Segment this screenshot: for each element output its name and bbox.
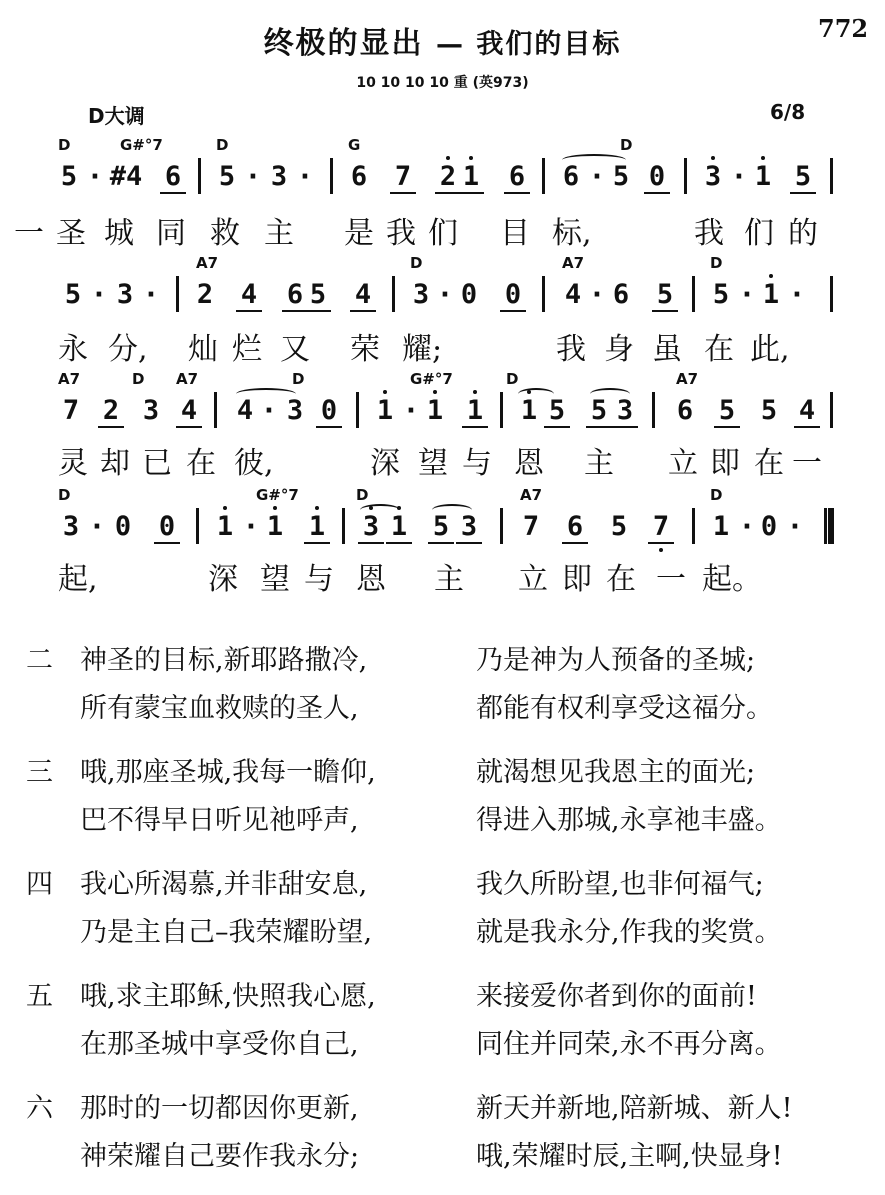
octave-dot xyxy=(769,274,773,278)
lyric: 灵 xyxy=(58,446,88,481)
note: 3 xyxy=(412,279,430,310)
lyric: 彼, xyxy=(234,446,274,481)
note: 7 xyxy=(522,511,540,542)
chord: D xyxy=(356,486,369,504)
barline xyxy=(830,276,833,312)
lyric: 一 xyxy=(792,446,822,481)
lyric: 烂 xyxy=(232,332,262,367)
lyric: 与 xyxy=(462,446,492,481)
note: 5 xyxy=(610,511,628,542)
verse-line: 新天并新地,陪新城、新人! xyxy=(476,1093,793,1124)
note: 4 xyxy=(350,280,376,312)
lyric: 主 xyxy=(264,216,294,251)
lyric: 即 xyxy=(710,446,740,481)
verse-line: 神荣耀自己要作我永分; xyxy=(80,1141,360,1172)
note: 0 xyxy=(644,162,670,194)
barline xyxy=(356,392,359,428)
lyric: 圣 xyxy=(56,216,86,251)
octave-dot xyxy=(397,506,401,510)
chord: A7 xyxy=(676,370,699,388)
lyric: 标, xyxy=(552,216,592,251)
lyric: 我 xyxy=(694,216,724,251)
note: 4 xyxy=(564,279,582,310)
chord: G#°7 xyxy=(410,370,453,388)
note: 6 xyxy=(160,162,186,194)
note: 0 xyxy=(316,396,342,428)
note: 1 xyxy=(386,512,412,544)
lyric: 却 xyxy=(100,446,130,481)
chord: D xyxy=(506,370,519,388)
lyric: 灿 xyxy=(188,332,218,367)
note: 5 xyxy=(544,396,570,428)
note: 1 xyxy=(458,162,484,194)
note: 5 xyxy=(760,395,778,426)
lyric: 一 xyxy=(656,562,686,597)
octave-dot xyxy=(383,390,387,394)
verse-number: 六 xyxy=(26,1093,53,1124)
lyric: 此, xyxy=(750,332,790,367)
barline xyxy=(342,508,345,544)
lyrics-row-4 xyxy=(0,554,885,597)
octave-dot xyxy=(446,156,450,160)
note: 5 xyxy=(586,396,612,428)
note: 2 xyxy=(196,279,214,310)
chord: D xyxy=(292,370,305,388)
low-octave-dot xyxy=(659,548,663,552)
verse-line: 来接爱你者到你的面前! xyxy=(476,981,757,1012)
barline xyxy=(692,276,695,312)
verse-line: 都能有权利享受这福分。 xyxy=(476,693,773,724)
note: 3 xyxy=(142,395,160,426)
dot: · xyxy=(592,162,602,192)
note: 4 xyxy=(794,396,820,428)
dot: · xyxy=(146,280,156,310)
note: 3 xyxy=(358,512,384,544)
chord: A7 xyxy=(58,370,81,388)
lyrics-row-3 xyxy=(0,438,885,481)
lyric: 主 xyxy=(584,446,614,481)
music-row-1 xyxy=(0,136,885,196)
octave-dot xyxy=(473,390,477,394)
lyric: 在 xyxy=(754,446,784,481)
lyric: 已 xyxy=(142,446,172,481)
dot: · xyxy=(90,162,100,192)
note: 1 xyxy=(754,161,772,192)
note: #4 xyxy=(109,161,143,192)
chord: G xyxy=(348,136,361,154)
octave-dot xyxy=(433,390,437,394)
note: 2 xyxy=(98,396,124,428)
note: 5 xyxy=(652,280,678,312)
note: 5 xyxy=(218,161,236,192)
octave-dot xyxy=(711,156,715,160)
note: 5 xyxy=(64,279,82,310)
note: 1 xyxy=(304,512,330,544)
chord: A7 xyxy=(196,254,219,272)
chord: D xyxy=(216,136,229,154)
page-number: 772 xyxy=(818,14,869,43)
note: 6 xyxy=(612,279,630,310)
chord: D xyxy=(132,370,145,388)
barline xyxy=(392,276,395,312)
octave-dot xyxy=(469,156,473,160)
note: 1 xyxy=(266,511,284,542)
note: 0 xyxy=(500,280,526,312)
note: 4 xyxy=(236,395,254,426)
note: 5 xyxy=(305,280,331,312)
lyric: 我 xyxy=(556,332,586,367)
note: 3 xyxy=(456,512,482,544)
verse-line: 同住并同荣,永不再分离。 xyxy=(476,1029,782,1060)
hymn-title xyxy=(0,18,885,62)
lyric: 立 xyxy=(518,562,548,597)
barline xyxy=(830,392,833,428)
note: 2 xyxy=(435,162,461,194)
lyric: 深 xyxy=(208,562,238,597)
note: 5 xyxy=(790,162,816,194)
chord: D xyxy=(710,254,723,272)
barline xyxy=(652,392,655,428)
title-main: 终极的显出 xyxy=(263,26,424,61)
meter-line: 10 10 10 10 重 (英973) xyxy=(356,75,529,91)
chord: A7 xyxy=(176,370,199,388)
note: 1 xyxy=(462,396,488,428)
note: 4 xyxy=(176,396,202,428)
note: 0 xyxy=(114,511,132,542)
barline xyxy=(500,392,503,428)
dot: · xyxy=(440,280,450,310)
note: 5 xyxy=(60,161,78,192)
lyric: 是 xyxy=(344,216,374,251)
dot: · xyxy=(300,162,310,192)
lyric: 立 xyxy=(668,446,698,481)
verse-number: 五 xyxy=(26,981,53,1012)
lyric: 恩 xyxy=(514,446,544,481)
verse-number: 四 xyxy=(26,869,53,900)
note: 7 xyxy=(62,395,80,426)
note: 6 xyxy=(676,395,694,426)
note: 1 xyxy=(520,395,538,426)
note: 5 xyxy=(714,396,740,428)
lyric: 与 xyxy=(304,562,334,597)
note: 3 xyxy=(286,395,304,426)
dot: · xyxy=(264,396,274,426)
chord: A7 xyxy=(562,254,585,272)
chord: D xyxy=(58,486,71,504)
chord: G#°7 xyxy=(120,136,163,154)
note: 4 xyxy=(236,280,262,312)
lyric: 我 xyxy=(386,216,416,251)
lyric: 分, xyxy=(108,332,148,367)
note: 3 xyxy=(270,161,288,192)
dot: · xyxy=(246,512,256,542)
chord: D xyxy=(710,486,723,504)
note: 6 xyxy=(562,512,588,544)
verse-line: 神圣的目标,新耶路撒冷, xyxy=(80,645,368,676)
lyric: 救 xyxy=(210,216,240,251)
lyric: 望 xyxy=(418,446,448,481)
verse-line: 哦,荣耀时辰,主啊,快显身! xyxy=(476,1141,783,1172)
music-row-4 xyxy=(0,486,885,546)
lyric: 虽 xyxy=(652,332,682,367)
octave-dot xyxy=(273,506,277,510)
verse-line: 巴不得早日听见祂呼声, xyxy=(80,805,359,836)
note: 5 xyxy=(428,512,454,544)
dot: · xyxy=(742,512,752,542)
dot: · xyxy=(592,280,602,310)
octave-dot xyxy=(315,506,319,510)
dot: · xyxy=(94,280,104,310)
lyric: 目 xyxy=(500,216,530,251)
lyric: 起。 xyxy=(702,562,762,597)
verse-line: 哦,求主耶稣,快照我心愿, xyxy=(80,981,376,1012)
barline xyxy=(330,158,333,194)
music-row-2 xyxy=(0,254,885,314)
note: 1 xyxy=(712,511,730,542)
octave-dot xyxy=(369,506,373,510)
verse-number: 二 xyxy=(26,645,53,676)
note: 5 xyxy=(712,279,730,310)
note: 6 xyxy=(282,280,308,312)
barline xyxy=(830,158,833,194)
note: 1 xyxy=(216,511,234,542)
barline xyxy=(500,508,503,544)
note: 0 xyxy=(460,279,478,310)
lyrics-row-2 xyxy=(0,324,885,367)
lyric: 望 xyxy=(260,562,290,597)
lyric: 荣 xyxy=(350,332,380,367)
barline xyxy=(214,392,217,428)
verse-line: 乃是主自己–我荣耀盼望, xyxy=(80,917,373,948)
verse-line: 就渴想见我恩主的面光; xyxy=(476,757,756,788)
note: 3 xyxy=(116,279,134,310)
barline xyxy=(176,276,179,312)
note: 1 xyxy=(426,395,444,426)
barline xyxy=(692,508,695,544)
verse-line: 在那圣城中享受你自己, xyxy=(80,1029,359,1060)
key-signature: D大调 xyxy=(88,104,145,128)
lyric: 的 xyxy=(788,216,818,251)
note: 0 xyxy=(154,512,180,544)
verse-line: 就是我永分,作我的奖赏。 xyxy=(476,917,782,948)
lyric: 一 xyxy=(14,216,44,251)
lyric: 起, xyxy=(58,562,98,597)
lyric: 身 xyxy=(604,332,634,367)
octave-dot xyxy=(223,506,227,510)
note: 3 xyxy=(612,396,638,428)
verse-line: 乃是神为人预备的圣城; xyxy=(476,645,756,676)
lyric: 在 xyxy=(704,332,734,367)
lyric: 在 xyxy=(186,446,216,481)
verse-line: 我久所盼望,也非何福气; xyxy=(476,869,764,900)
note: 6 xyxy=(562,161,580,192)
octave-dot xyxy=(527,390,531,394)
note: 1 xyxy=(376,395,394,426)
chord: D xyxy=(58,136,71,154)
verse-line: 那时的一切都因你更新, xyxy=(80,1093,359,1124)
verse-line: 哦,那座圣城,我每一瞻仰, xyxy=(80,757,376,788)
barline xyxy=(198,158,201,194)
barline xyxy=(684,158,687,194)
chord: A7 xyxy=(520,486,543,504)
lyric: 们 xyxy=(744,216,774,251)
octave-dot xyxy=(761,156,765,160)
lyric: 同 xyxy=(156,216,186,251)
dot: · xyxy=(742,280,752,310)
chord: D xyxy=(620,136,633,154)
barline xyxy=(196,508,199,544)
dot: · xyxy=(790,512,800,542)
lyric: 城 xyxy=(104,216,134,251)
time-signature: 6/8 xyxy=(770,100,806,124)
verse-number: 三 xyxy=(26,757,53,788)
note: 6 xyxy=(504,162,530,194)
barline xyxy=(542,158,545,194)
verse-line: 所有蒙宝血救赎的圣人, xyxy=(80,693,359,724)
lyric: 永 xyxy=(58,332,88,367)
note: 3 xyxy=(62,511,80,542)
lyric: 恩 xyxy=(356,562,386,597)
final-barline xyxy=(824,508,834,544)
note: 1 xyxy=(762,279,780,310)
verse-line: 我心所渴慕,并非甜安息, xyxy=(80,869,368,900)
chord: G#°7 xyxy=(256,486,299,504)
lyric: 深 xyxy=(370,446,400,481)
dot: · xyxy=(92,512,102,542)
note: 6 xyxy=(350,161,368,192)
lyric: 在 xyxy=(606,562,636,597)
lyric: 主 xyxy=(434,562,464,597)
note: 0 xyxy=(760,511,778,542)
lyric: 耀; xyxy=(402,332,443,367)
note: 7 xyxy=(648,512,674,544)
dot: · xyxy=(734,162,744,192)
verse-line: 得进入那城,永享祂丰盛。 xyxy=(476,805,782,836)
music-row-3 xyxy=(0,370,885,430)
title-subtitle: — 我们的目标 xyxy=(436,29,622,60)
dot: · xyxy=(248,162,258,192)
lyric: 即 xyxy=(562,562,592,597)
note: 3 xyxy=(704,161,722,192)
note: 5 xyxy=(612,161,630,192)
chord: D xyxy=(410,254,423,272)
note: 7 xyxy=(390,162,416,194)
lyric: 又 xyxy=(280,332,310,367)
barline xyxy=(542,276,545,312)
dot: · xyxy=(406,396,416,426)
lyric: 们 xyxy=(428,216,458,251)
dot: · xyxy=(792,280,802,310)
lyrics-row-1 xyxy=(0,208,885,251)
